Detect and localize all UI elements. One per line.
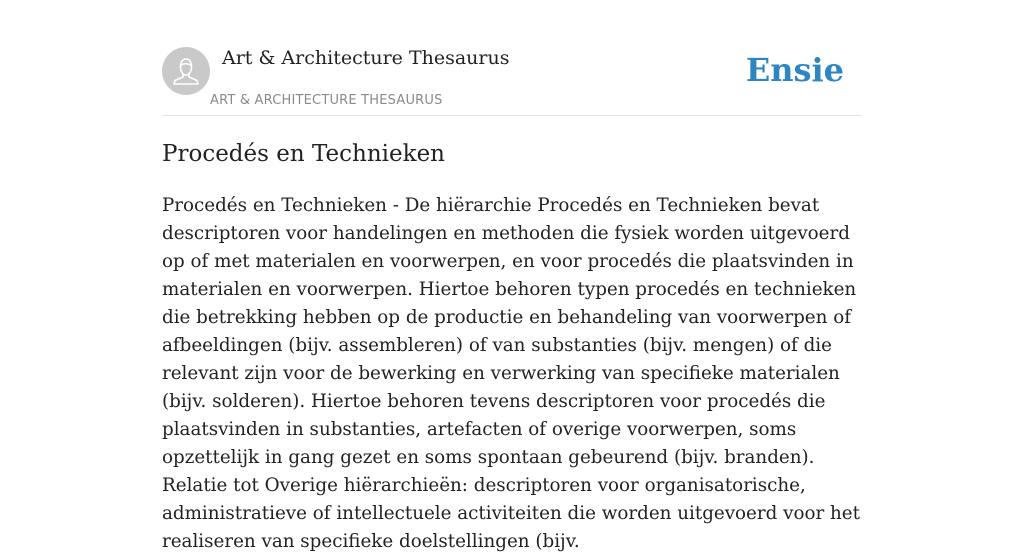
article-title: Procedés en Technieken [162, 141, 445, 167]
ensie-logo[interactable]: Ensie [745, 51, 844, 89]
user-silhouette-icon [162, 47, 210, 95]
author-name[interactable]: Art & Architecture Thesaurus [222, 47, 510, 69]
header [162, 0, 862, 116]
article-body: Procedés en Technieken - De hiërarchie Procedés en Technieken bevat descriptoren voor handelingen en methoden die fysiek worden uitgevoerd op of met materialen en voorwerpen, en voor procedés die plaatsvinden in materialen en voorwerpen. Hiertoe behoren typen procedés en technieken die betrekking hebben op de productie en behandeling van voorwerpen of afbeeldingen (bijv. assembleren) of van substanties (bijv. mengen) of die relevant zijn voor de bewerking en verwerking van specifieke materialen (bijv. solderen). Hiertoe behoren tevens descriptoren voor procedés die plaatsvinden in substanties, artefacten of overige voorwerpen, soms opzettelijk in gang gezet en soms spontaan gebeurend (bijv. branden). Relatie tot Overige hiërarchieën: descriptoren voor organisatorische, administratieve of intellectuele activiteiten die worden uitgevoerd voor het realiseren van specifieke doelstellingen (bijv. [162, 195, 860, 552]
author-subtitle: ART & ARCHITECTURE THESAURUS [210, 93, 443, 108]
avatar[interactable] [162, 47, 210, 95]
